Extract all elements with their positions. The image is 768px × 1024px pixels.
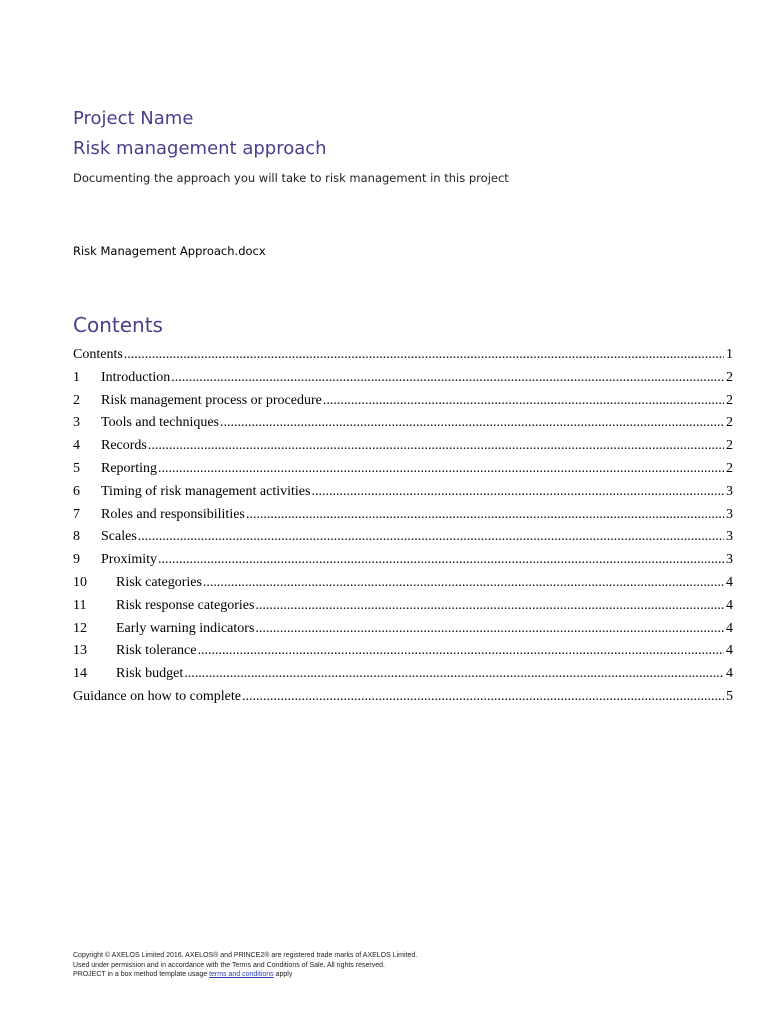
toc-entry-title: Proximity — [101, 552, 158, 568]
toc-entry-title: Risk response categories — [116, 597, 255, 613]
copyright-footer — [73, 951, 417, 980]
toc-dot-leader — [158, 458, 724, 481]
toc-entry[interactable] — [73, 458, 733, 481]
footer-line-1: Copyright © AXELOS Limited 2016. AXELOS® and PRINCE2® are registered trade marks of AXELOS Limited. — [73, 952, 418, 959]
toc-dot-leader — [148, 435, 724, 458]
toc-entry-page: 2 — [726, 460, 733, 476]
document-title: Risk management approach — [73, 138, 327, 159]
toc-entry-number: 11 — [73, 597, 87, 613]
toc-entry-page: 5 — [726, 688, 733, 704]
terms-and-conditions-link[interactable]: terms and conditions — [209, 971, 274, 978]
toc-entry[interactable] — [73, 412, 733, 435]
toc-entry[interactable] — [73, 481, 733, 504]
toc-entry[interactable] — [73, 640, 733, 663]
toc-entry-number: 4 — [73, 438, 80, 454]
toc-entry-page: 3 — [726, 506, 733, 522]
footer-line-3-prefix: PROJECT in a box method template usage — [73, 971, 210, 978]
table-of-contents — [73, 344, 733, 709]
toc-entry[interactable] — [73, 435, 733, 458]
toc-entry-title: Roles and responsibilities — [101, 506, 245, 522]
project-name: Project Name — [73, 108, 194, 129]
toc-entry[interactable] — [73, 504, 733, 527]
toc-entry-title: Risk tolerance — [116, 643, 197, 659]
toc-entry-page: 4 — [726, 574, 733, 590]
toc-entry-number: 6 — [73, 483, 80, 499]
toc-entry-title: Timing of risk management activities — [101, 483, 311, 499]
footer-line-3-suffix: apply — [273, 971, 293, 978]
toc-entry-page: 4 — [726, 666, 733, 682]
toc-entry-number: 7 — [73, 506, 80, 522]
toc-entry-number: 13 — [73, 643, 87, 659]
toc-entry-page: 1 — [726, 347, 733, 362]
toc-entry[interactable] — [73, 549, 733, 572]
toc-entry-page: 2 — [726, 415, 733, 431]
toc-entry[interactable] — [73, 663, 733, 686]
toc-entry-title: Early warning indicators — [116, 620, 255, 636]
toc-dot-leader — [171, 367, 724, 390]
toc-entry-title: Tools and techniques — [101, 415, 219, 431]
toc-dot-leader — [203, 572, 724, 595]
toc-dot-leader — [158, 549, 724, 572]
toc-entry-page: 3 — [726, 552, 733, 568]
toc-dot-leader — [184, 663, 724, 686]
document-subtitle: Documenting the approach you will take to risk management in this project — [73, 171, 509, 185]
toc-entry-number: 1 — [73, 369, 80, 385]
toc-entry[interactable] — [73, 618, 733, 641]
toc-entry-title: Records — [101, 438, 147, 454]
toc-entry-title: Risk management process or procedure — [101, 392, 322, 408]
toc-dot-leader — [246, 504, 724, 527]
toc-dot-leader — [138, 526, 724, 549]
toc-entry-number: 10 — [73, 574, 87, 590]
toc-entry-title: Risk budget — [116, 666, 184, 682]
toc-entry-title: Risk categories — [116, 574, 202, 590]
toc-entry[interactable] — [73, 344, 733, 367]
toc-entry[interactable] — [73, 526, 733, 549]
toc-dot-leader — [323, 390, 724, 413]
toc-entry-page: 3 — [726, 483, 733, 499]
toc-entry-number: 8 — [73, 529, 80, 545]
file-name: Risk Management Approach.docx — [73, 244, 266, 258]
toc-entry-page: 2 — [726, 438, 733, 454]
toc-entry[interactable] — [73, 595, 733, 618]
contents-heading: Contents — [73, 313, 163, 337]
footer-line-3 — [73, 970, 417, 980]
toc-entry[interactable] — [73, 367, 733, 390]
toc-entry-page: 2 — [726, 369, 733, 385]
toc-entry[interactable] — [73, 686, 733, 709]
toc-dot-leader — [255, 595, 724, 618]
toc-entry-number: 14 — [73, 666, 87, 682]
toc-entry-title: Reporting — [101, 460, 157, 476]
toc-entry-page: 4 — [726, 620, 733, 636]
toc-entry-page: 4 — [726, 643, 733, 659]
toc-entry-title: Scales — [101, 529, 137, 545]
toc-entry-title: Contents — [73, 347, 123, 362]
footer-line-2: Used under permission and in accordance with the Terms and Conditions of Sale. All rights reserved. — [73, 961, 385, 969]
toc-dot-leader — [242, 686, 724, 709]
toc-entry-page: 4 — [726, 597, 733, 613]
toc-entry-number: 5 — [73, 460, 80, 476]
toc-entry-number: 12 — [73, 620, 87, 636]
toc-dot-leader — [197, 640, 724, 663]
toc-entry[interactable] — [73, 390, 733, 413]
toc-entry-number: 2 — [73, 392, 80, 408]
toc-entry-number: 9 — [73, 552, 80, 568]
toc-dot-leader — [255, 618, 724, 641]
toc-entry-number: 3 — [73, 415, 80, 431]
toc-entry[interactable] — [73, 572, 733, 595]
toc-dot-leader — [311, 481, 724, 504]
toc-entry-page: 3 — [726, 529, 733, 545]
toc-entry-page: 2 — [726, 392, 733, 408]
toc-dot-leader — [124, 344, 724, 367]
toc-dot-leader — [220, 412, 724, 435]
toc-entry-title: Guidance on how to complete — [73, 688, 241, 704]
toc-entry-title: Introduction — [101, 369, 171, 385]
